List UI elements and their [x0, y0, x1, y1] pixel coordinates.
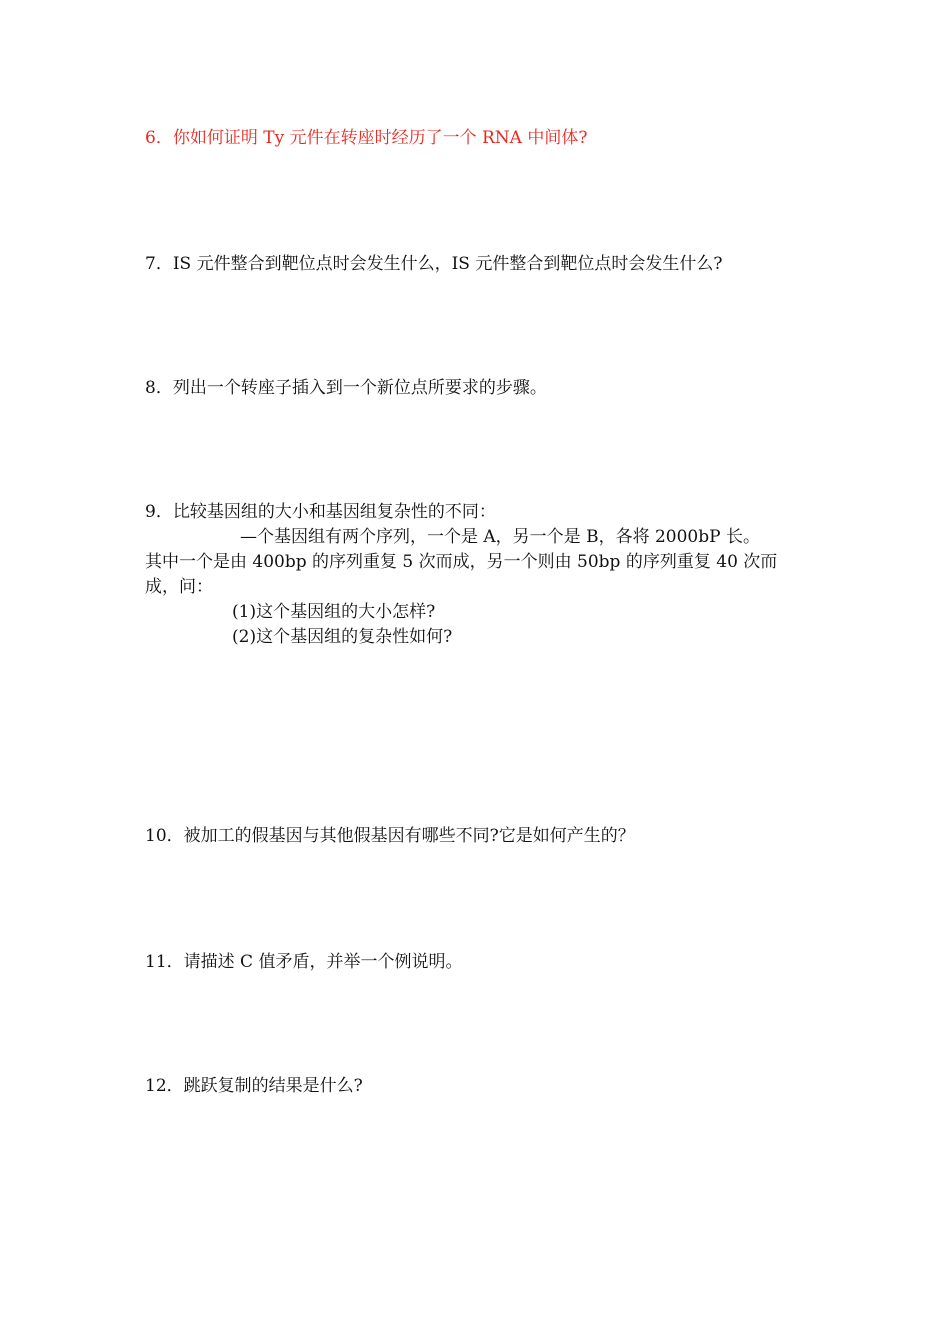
question-9-line-1: —个基因组有两个序列，一个是 A，另一个是 B，各将 2000bP 长。: [240, 527, 760, 547]
question-6: [145, 126, 587, 150]
question-7: [145, 252, 722, 276]
question-11-number: 11．: [145, 952, 184, 972]
question-9-text: 比较基因组的大小和基因组复杂性的不同：: [172, 502, 496, 522]
question-6-number: 6．: [145, 128, 173, 148]
question-9-line-2: 其中一个是由 400bp 的序列重复 5 次而成，另一个则由 50bp 的序列重复 40 次而: [145, 552, 778, 572]
question-9-sub-2: (2)这个基因组的复杂性如何?: [232, 627, 453, 647]
question-10-number: 10．: [145, 826, 184, 846]
question-9-sub-1: (1)这个基因组的大小怎样?: [232, 602, 436, 622]
question-8-number: 8．: [145, 378, 173, 398]
question-10-text: 被加工的假基因与其他假基因有哪些不同?它是如何产生的？: [183, 826, 635, 846]
question-12-text: 跳跃复制的结果是什么?: [183, 1076, 363, 1096]
question-11-text: 请描述 C 值矛盾，并举一个例说明。: [183, 952, 463, 972]
question-6-text: 你如何证明 Ty 元件在转座时经历了一个 RNA 中间体?: [172, 128, 588, 148]
question-8-text: 列出一个转座子插入到一个新位点所要求的步骤。: [172, 378, 547, 398]
question-8: [145, 376, 547, 400]
question-9-line-3: 成，问：: [145, 577, 213, 597]
question-7-text: IS 元件整合到靶位点时会发生什么，IS 元件整合到靶位点时会发生什么?: [172, 254, 723, 274]
question-9: [145, 500, 496, 524]
question-9-number: 9．: [145, 502, 173, 522]
question-12-number: 12．: [145, 1076, 184, 1096]
question-7-number: 7．: [145, 254, 173, 274]
question-10: [145, 824, 635, 848]
question-11: [145, 950, 462, 974]
question-12: [145, 1074, 363, 1098]
